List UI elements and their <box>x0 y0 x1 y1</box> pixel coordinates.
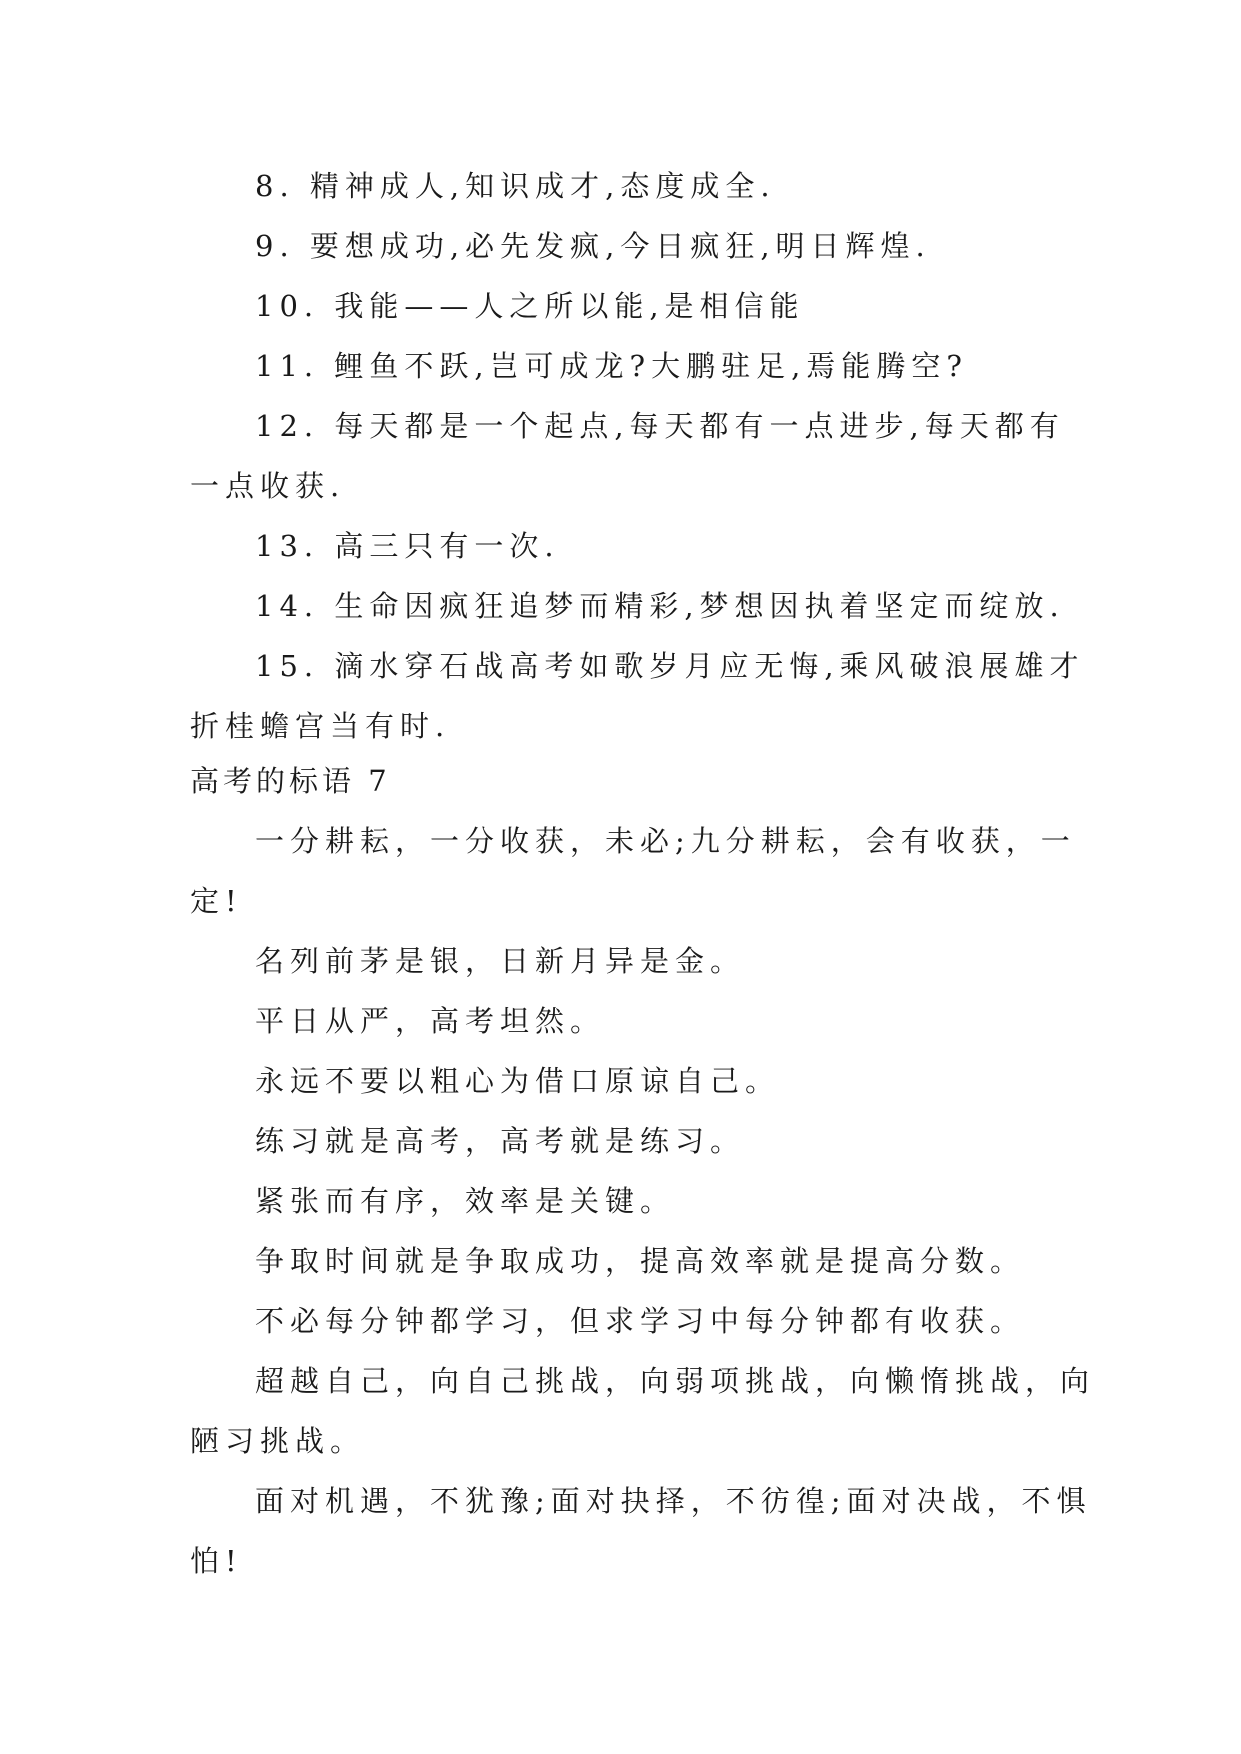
slogan-line: 不必每分钟都学习，但求学习中每分钟都有收获。 <box>255 1304 1026 1338</box>
slogan-line: 超越自己，向自己挑战，向弱项挑战，向懒惰挑战，向 <box>255 1364 1096 1398</box>
list-item-14: 14. 生命因疯狂追梦而精彩,梦想因执着坚定而绽放. <box>255 589 1065 623</box>
list-item-10: 10. 我能——人之所以能,是相信能 <box>255 289 805 323</box>
slogan-line: 紧张而有序，效率是关键。 <box>255 1184 676 1218</box>
slogan-line-continued: 怕! <box>190 1544 243 1578</box>
slogan-line: 平日从严，高考坦然。 <box>255 1004 606 1038</box>
slogan-line: 一分耕耘，一分收获，未必;九分耕耘，会有收获，一 <box>255 824 1076 858</box>
list-item-9: 9. 要想成功,必先发疯,今日疯狂,明日辉煌. <box>255 229 931 263</box>
list-item-11: 11. 鲤鱼不跃,岂可成龙?大鹏驻足,焉能腾空? <box>255 349 968 383</box>
section-title: 高考的标语 7 <box>190 764 391 798</box>
slogan-line: 永远不要以粗心为借口原谅自己。 <box>255 1064 781 1098</box>
slogan-line: 面对机遇，不犹豫;面对抉择，不彷徨;面对决战，不惧 <box>255 1484 1092 1518</box>
list-item-13: 13. 高三只有一次. <box>255 529 560 563</box>
slogan-line-continued: 陋习挑战。 <box>190 1424 366 1458</box>
list-item-15-continued: 折桂蟾宫当有时. <box>190 709 451 743</box>
list-item-12: 12. 每天都是一个起点,每天都有一点进步,每天都有 <box>255 409 1065 443</box>
slogan-line: 练习就是高考，高考就是练习。 <box>255 1124 746 1158</box>
slogan-line-continued: 定! <box>190 884 243 918</box>
list-item-15: 15. 滴水穿石战高考如歌岁月应无悔,乘风破浪展雄才 <box>255 649 1085 683</box>
slogan-line: 争取时间就是争取成功，提高效率就是提高分数。 <box>255 1244 1026 1278</box>
list-item-8: 8. 精神成人,知识成才,态度成全. <box>255 169 776 203</box>
list-item-12-continued: 一点收获. <box>190 469 346 503</box>
slogan-line: 名列前茅是银，日新月异是金。 <box>255 944 746 978</box>
